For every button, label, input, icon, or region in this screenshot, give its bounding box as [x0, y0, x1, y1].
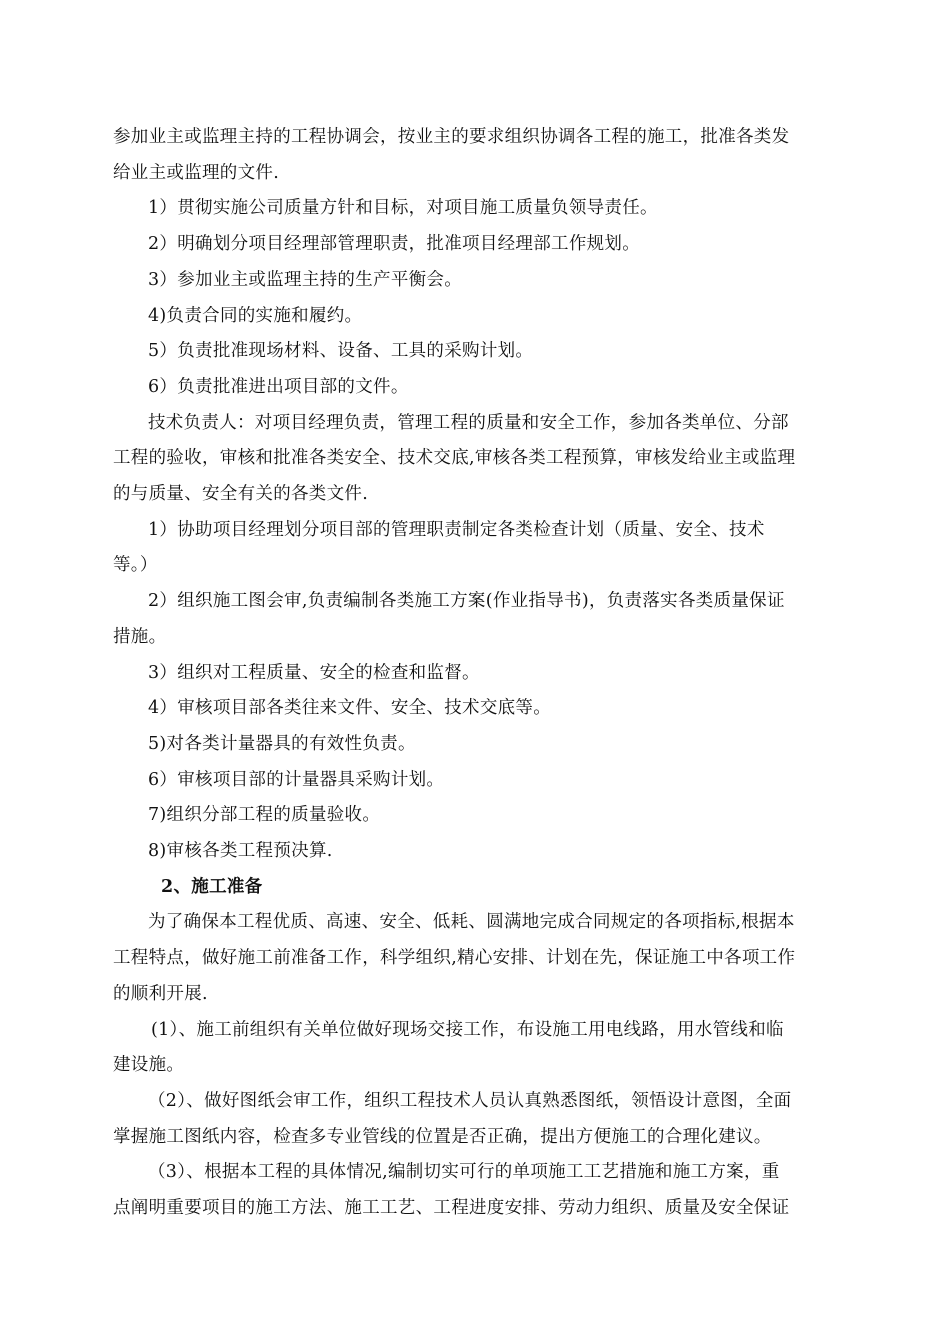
list-item: 3）组织对工程质量、安全的检查和监督。 — [148, 662, 480, 683]
paragraph-start: 为了确保本工程优质、高速、安全、低耗、圆满地完成合同规定的各项指标,根据本 — [148, 912, 795, 933]
list-item: 5)对各类计量器具的有效性负责。 — [148, 733, 416, 754]
paragraph-start: 技术负责人：对项目经理负责，管理工程的质量和安全工作，参加各类单位、分部 — [148, 412, 789, 433]
body-line: 等。） — [113, 555, 158, 576]
list-item: 5）负责批准现场材料、设备、工具的采购计划。 — [148, 341, 534, 362]
list-item: 8)审核各类工程预决算. — [148, 841, 333, 862]
body-line: 工程的验收，审核和批准各类安全、技术交底,审核各类工程预算，审核发给业主或监理 — [113, 448, 796, 469]
body-line: 给业主或监理的文件. — [113, 162, 280, 183]
list-item: 3）参加业主或监理主持的生产平衡会。 — [148, 269, 463, 290]
body-line: 的与质量、安全有关的各类文件. — [113, 484, 369, 505]
body-line: 的顺利开展. — [113, 983, 208, 1004]
body-line: 工程特点，做好施工前准备工作，科学组织,精心安排、计划在先，保证施工中各项工作 — [113, 948, 796, 969]
list-item: (1）、施工前组织有关单位做好现场交接工作，布设施工用电线路，用水管线和临 — [151, 1019, 784, 1040]
body-line: 参加业主或监理主持的工程协调会，按业主的要求组织协调各工程的施工，批准各类发 — [113, 127, 790, 147]
body-line: 建设施。 — [113, 1055, 185, 1076]
list-item: 7)组织分部工程的质量验收。 — [148, 805, 381, 826]
list-item: 4)负责合同的实施和履约。 — [148, 305, 363, 326]
section-heading: 2、施工准备 — [161, 876, 263, 897]
body-line: 点阐明重要项目的施工方法、施工工艺、工程进度安排、劳动力组织、质量及安全保证 — [113, 1198, 790, 1219]
list-item: 1）贯彻实施公司质量方针和目标，对项目施工质量负领导责任。 — [148, 198, 658, 219]
body-line: 措施。 — [113, 626, 167, 647]
list-item: 4）审核项目部各类往来文件、安全、技术交底等。 — [148, 698, 552, 719]
list-item: 1）协助项目经理划分项目部的管理职责制定各类检查计划（质量、安全、技术 — [148, 519, 765, 540]
body-line: 掌握施工图纸内容，检查多专业管线的位置是否正确，提出方便施工的合理化建议。 — [113, 1126, 772, 1147]
list-item: 6）审核项目部的计量器具采购计划。 — [148, 769, 445, 790]
list-item: （3）、根据本工程的具体情况,编制切实可行的单项施工工艺措施和施工方案，重 — [148, 1162, 780, 1183]
document-page — [113, 120, 861, 1227]
list-item: 2）明确划分项目经理部管理职责，批准项目经理部工作规划。 — [148, 234, 641, 255]
list-item: （2）、做好图纸会审工作，组织工程技术人员认真熟悉图纸，领悟设计意图，全面 — [148, 1090, 792, 1111]
list-item: 6）负责批准进出项目部的文件。 — [148, 376, 409, 397]
list-item: 2）组织施工图会审,负责编制各类施工方案(作业指导书)，负责落实各类质量保证 — [148, 591, 785, 612]
